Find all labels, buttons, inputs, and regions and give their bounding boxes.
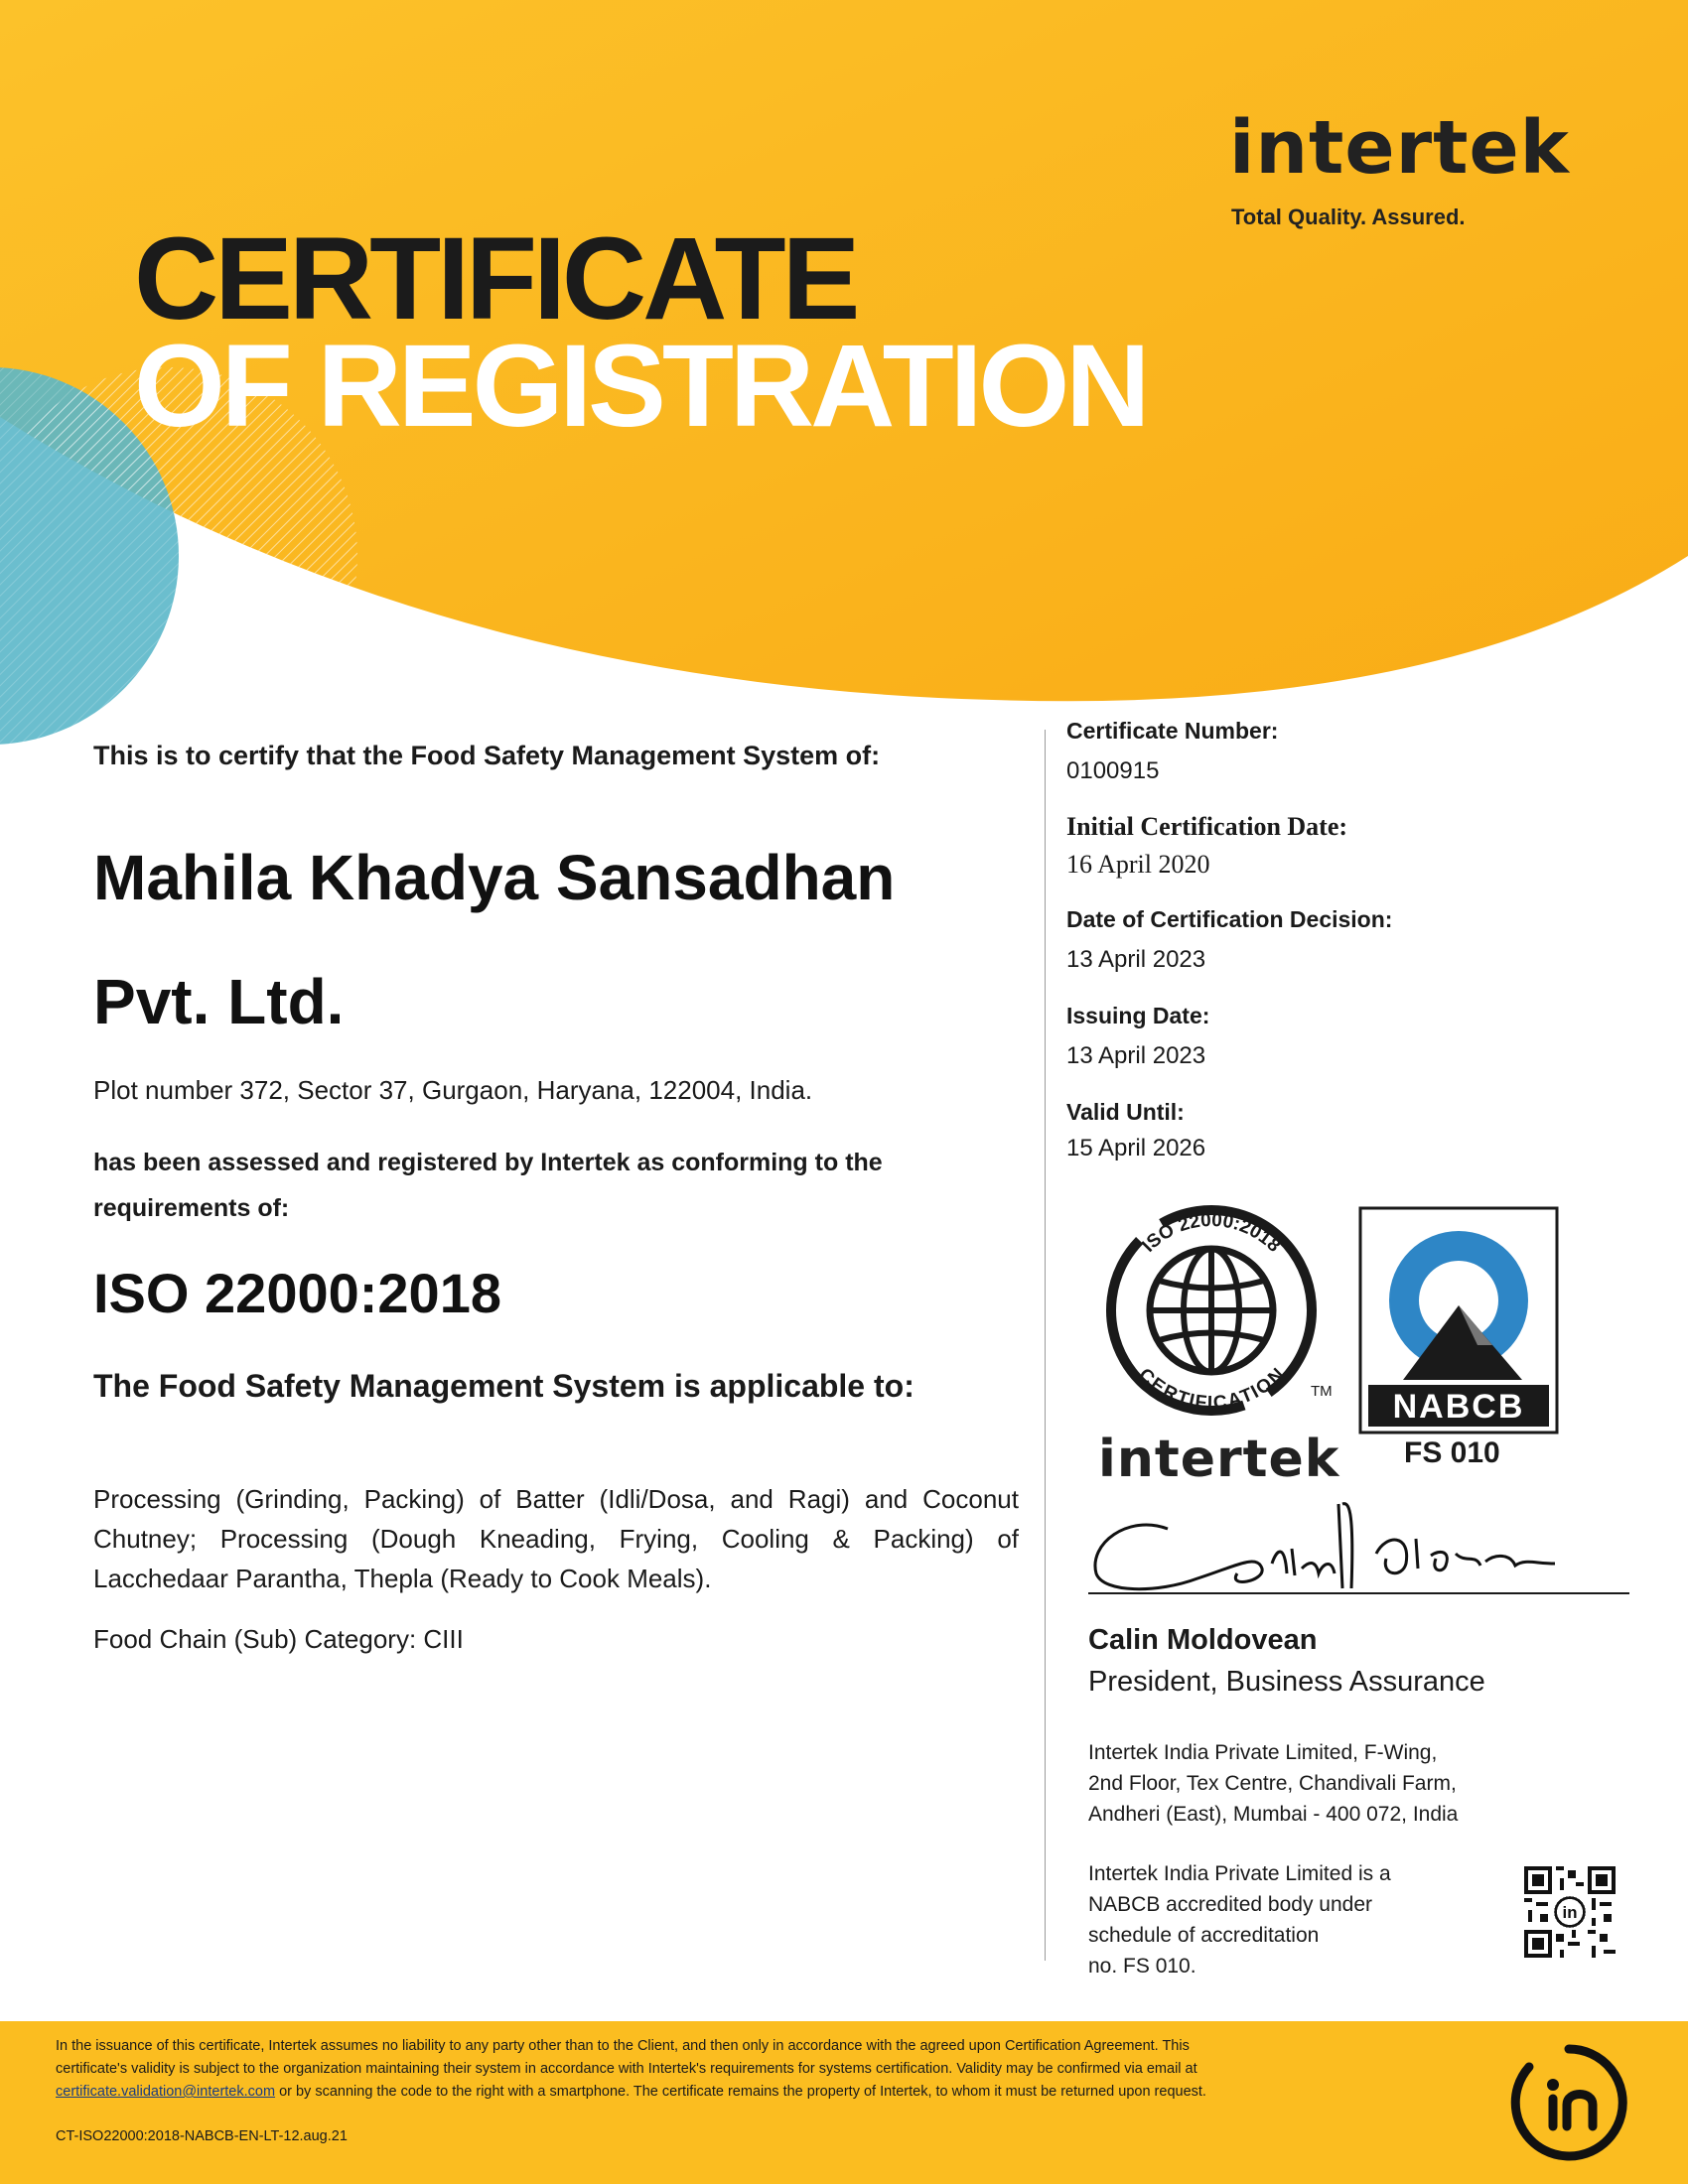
accreditation-line3: schedule of accreditation <box>1088 1924 1320 1947</box>
cert-number-label: Certificate Number: <box>1066 718 1279 744</box>
company-address: Plot number 372, Sector 37, Gurgaon, Haryana, 122004, India. <box>93 1075 813 1105</box>
signatory-name: Calin Moldovean <box>1088 1624 1318 1656</box>
office-line1: Intertek India Private Limited, F-Wing, <box>1088 1741 1438 1764</box>
accreditation-statement <box>1088 1858 1466 1981</box>
qr-code-icon[interactable] <box>1524 1866 1616 1958</box>
company-name-line1: Mahila Khadya Sansadhan <box>93 842 896 913</box>
trademark: TM <box>1311 1383 1333 1400</box>
assessment-line1: has been assessed and registered by Intertek as conforming to the <box>93 1149 883 1176</box>
nabcb-logo <box>1358 1206 1559 1434</box>
certify-intro: This is to certify that the Food Safety Management System of: <box>93 741 881 770</box>
signatory-title: President, Business Assurance <box>1088 1666 1485 1698</box>
certificate-title: CERTIFICATE <box>134 213 857 344</box>
assessment-line2: requirements of: <box>93 1194 290 1222</box>
intertek-logo: intertek <box>1229 105 1570 191</box>
standard-name: ISO 22000:2018 <box>93 1262 501 1324</box>
brand-tagline: Total Quality. Assured. <box>1231 205 1466 229</box>
scope-heading: The Food Safety Management System is applicable to: <box>93 1368 914 1404</box>
accreditation-line2: NABCB accredited body under <box>1088 1893 1372 1916</box>
validation-email-link[interactable]: certificate.validation@intertek.com <box>56 2084 276 2100</box>
cert-number-value: 0100915 <box>1066 757 1160 784</box>
svg-text:in: in <box>1562 1903 1578 1922</box>
office-line2: 2nd Floor, Tex Centre, Chandivali Farm, <box>1088 1772 1457 1795</box>
company-name <box>93 816 987 1064</box>
scope-text: Processing (Grinding, Packing) of Batter (Idli/Dosa, and Ragi) and Coconut Chutney; Processing (Dough Kneading, Frying, Cooling & Packing) of Lacchedaar Parantha, Thepla (Ready to Cook Meals). <box>93 1484 1019 1593</box>
nabcb-text: NABCB <box>1392 1388 1525 1426</box>
issuing-date-value: 13 April 2023 <box>1066 1042 1206 1069</box>
food-chain-category: Food Chain (Sub) Category: CIII <box>93 1624 464 1654</box>
footer-disclaimer <box>56 2035 1426 2104</box>
form-code: CT-ISO22000:2018-NABCB-EN-LT-12.aug.21 <box>56 2128 348 2144</box>
decision-date-value: 13 April 2023 <box>1066 946 1206 973</box>
seal-bottom-text: CERTIFICATION <box>1134 1364 1289 1415</box>
disclaimer-line3 <box>56 2081 1426 2104</box>
company-name-line2: Pvt. Ltd. <box>93 966 345 1037</box>
disclaimer-line3-rest: or by scanning the code to the right with a smartphone. The certificate remains the property of Intertek, to whom it must be returned upon request. <box>275 2084 1206 2100</box>
issuing-date-label: Issuing Date: <box>1066 1003 1210 1028</box>
office-address <box>1088 1737 1505 1830</box>
nabcb-code: FS 010 <box>1404 1436 1500 1469</box>
iso-certification-seal <box>1097 1196 1326 1425</box>
initial-date-value: 16 April 2020 <box>1066 850 1210 879</box>
office-line3: Andheri (East), Mumbai - 400 072, India <box>1088 1803 1459 1826</box>
accreditation-line1: Intertek India Private Limited is a <box>1088 1862 1391 1885</box>
accreditation-line4: no. FS 010. <box>1088 1955 1196 1978</box>
seal-top-text: ISO 22000:2018 <box>1138 1209 1285 1257</box>
decision-date-label: Date of Certification Decision: <box>1066 906 1393 932</box>
valid-until-label: Valid Until: <box>1066 1099 1185 1125</box>
assessment-statement <box>93 1140 987 1231</box>
column-divider <box>1045 730 1046 1961</box>
disclaimer-line1: In the issuance of this certificate, Intertek assumes no liability to any party other than to the Client, and then only in accordance with the agreed upon Certification Agreement. This <box>56 2038 1190 2054</box>
seal-intertek-logo: intertek <box>1098 1430 1340 1489</box>
initial-date-label: Initial Certification Date: <box>1066 812 1348 841</box>
disclaimer-line2: certificate's validity is subject to the organization maintaining their system in accordance with Intertek's requirements for systems certification. Validity may be confirmed via email at <box>56 2061 1197 2077</box>
signature <box>1088 1494 1634 1603</box>
certificate-subtitle: OF REGISTRATION <box>134 321 1147 452</box>
valid-until-value: 15 April 2026 <box>1066 1135 1206 1161</box>
intertek-in-icon <box>1509 2043 1628 2162</box>
